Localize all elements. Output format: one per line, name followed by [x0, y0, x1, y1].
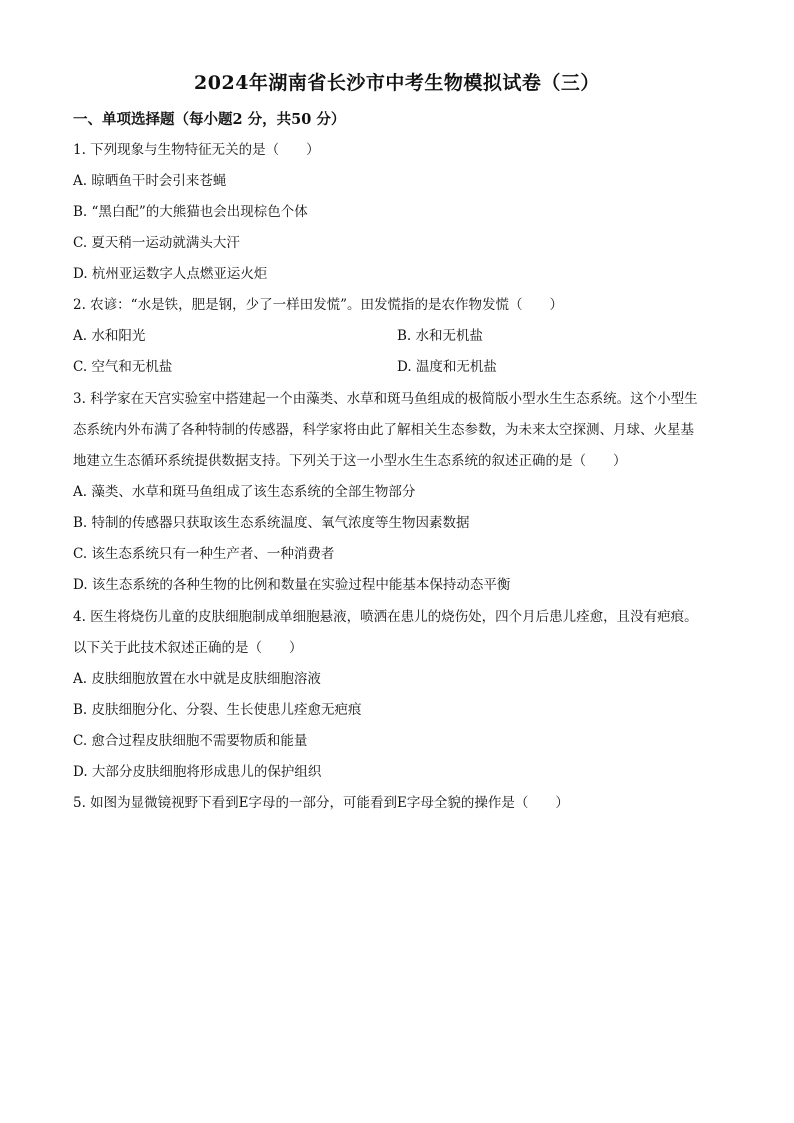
q3-option-b: B. 特制的传感器只获取该生态系统温度、氧气浓度等生物因素数据 — [73, 515, 470, 531]
q3-stem-line2: 态系统内外布满了各种特制的传感器，科学家将由此了解相关生态参数，为未来太空探测、月球、火星基 — [73, 422, 694, 438]
q4-option-b: B. 皮肤细胞分化、分裂、生长使患儿痊愈无疤痕 — [73, 702, 362, 718]
q4-stem-line2: 以下关于此技术叙述正确的是（ ） — [73, 640, 303, 656]
q2-option-b: B. 水和无机盐 — [397, 328, 484, 344]
q5-stem: 5. 如图为显微镜视野下看到E字母的一部分，可能看到E字母全貌的操作是（ ） — [73, 795, 569, 811]
q1-option-b: B. “黑白配”的大熊猫也会出现棕色个体 — [73, 204, 308, 220]
q4-option-d: D. 大部分皮肤细胞将形成患儿的保护组织 — [73, 764, 322, 780]
q2-option-c: C. 空气和无机盐 — [73, 359, 173, 375]
q1-option-a: A. 晾晒鱼干时会引来苍蝇 — [73, 173, 227, 189]
exam-title: 2024年湖南省长沙市中考生物模拟试卷（三） — [194, 72, 600, 94]
q3-option-a: A. 藻类、水草和斑马鱼组成了该生态系统的全部生物部分 — [73, 484, 416, 500]
section-heading: 一、单项选择题（每小题2 分，共50 分） — [73, 111, 346, 128]
q4-stem-line1: 4. 医生将烧伤儿童的皮肤细胞制成单细胞悬液，喷洒在患儿的烧伤处，四个月后患儿痊愈，且没有疤痕。 — [73, 609, 698, 625]
q2-option-a: A. 水和阳光 — [73, 328, 146, 344]
q4-option-c: C. 愈合过程皮肤细胞不需要物质和能量 — [73, 733, 308, 749]
q2-stem: 2. 农谚：“水是铁，肥是钢，少了一样田发慌”。田发慌指的是农作物发慌（ ） — [73, 297, 563, 313]
q3-stem-line3: 地建立生态循环系统提供数据支持。下列关于这一小型水生生态系统的叙述正确的是（ ） — [73, 453, 627, 469]
q3-option-c: C. 该生态系统只有一种生产者、一种消费者 — [73, 546, 335, 562]
q3-stem-line1: 3. 科学家在天宫实验室中搭建起一个由藻类、水草和斑马鱼组成的极简版小型水生生态系统。这个小型生 — [73, 391, 698, 407]
q3-option-d: D. 该生态系统的各种生物的比例和数量在实验过程中能基本保持动态平衡 — [73, 577, 511, 593]
q1-stem: 1. 下列现象与生物特征无关的是（ ） — [73, 142, 320, 158]
q1-option-c: C. 夏天稍一运动就满头大汗 — [73, 235, 240, 251]
q1-option-d: D. 杭州亚运数字人点燃亚运火炬 — [73, 266, 268, 282]
q4-option-a: A. 皮肤细胞放置在水中就是皮肤细胞溶液 — [73, 671, 321, 687]
q2-option-d: D. 温度和无机盐 — [397, 359, 497, 375]
